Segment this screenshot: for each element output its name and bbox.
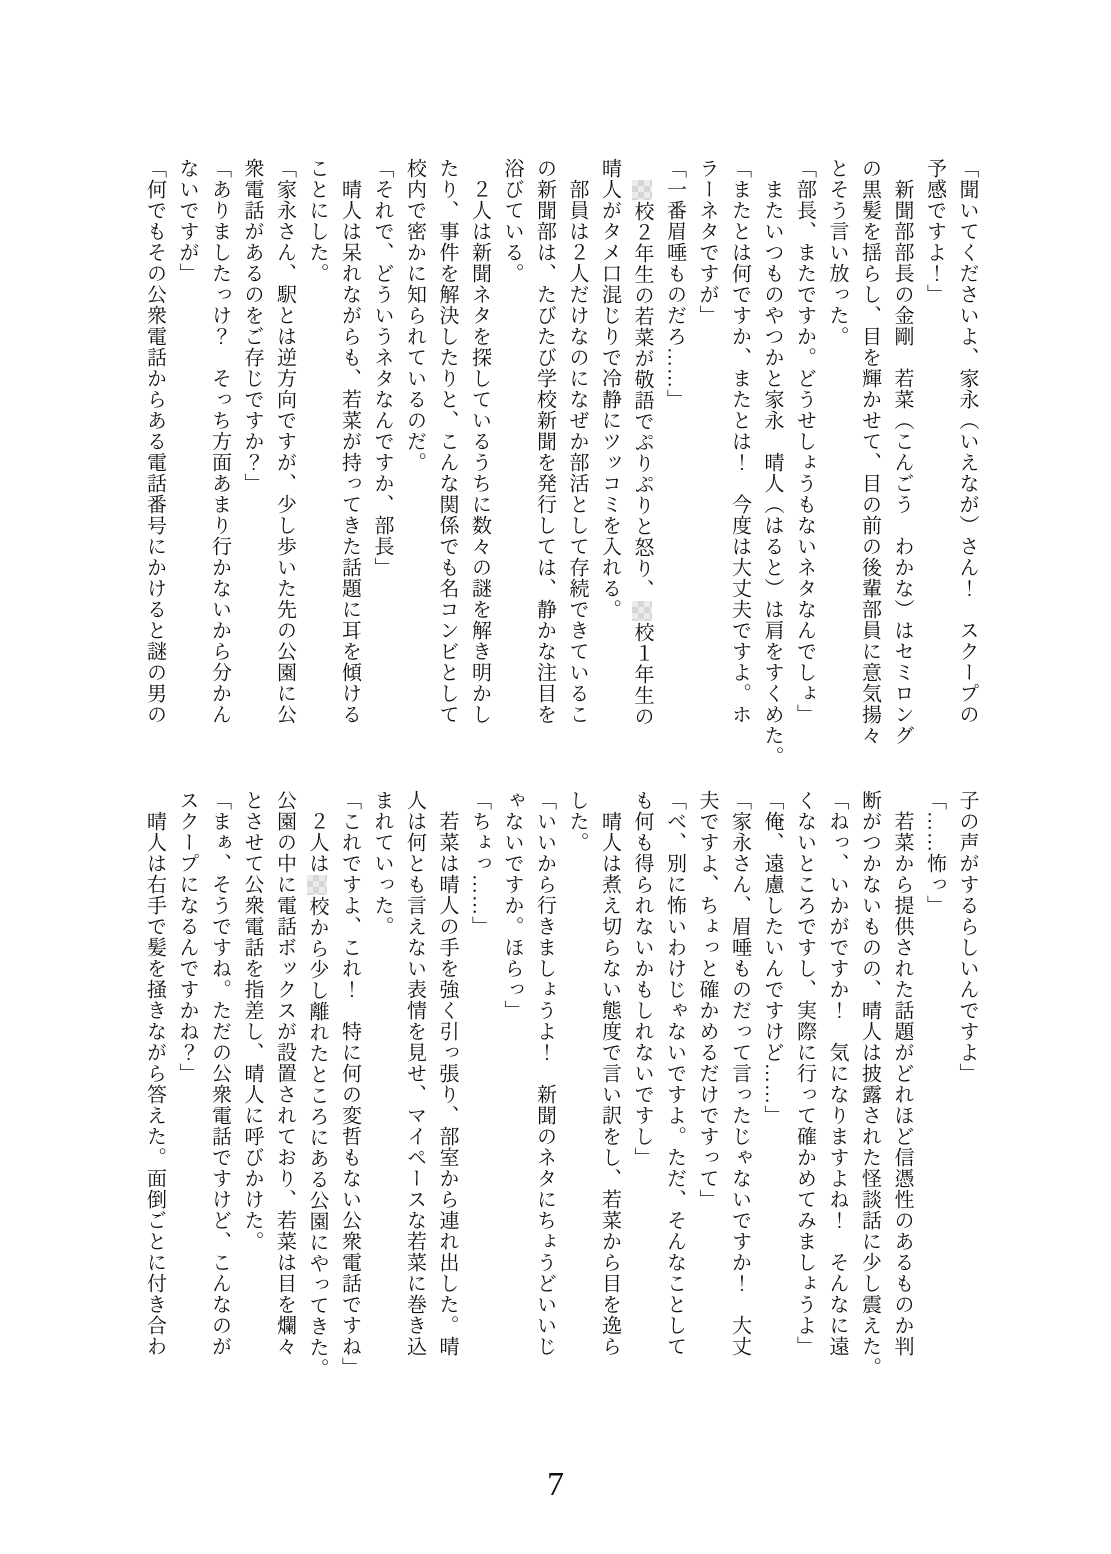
text-column: スクープになるんですかね？」 — [176, 790, 198, 1084]
text-block-top — [138, 158, 983, 770]
text-column: 「ねっ、いかがですか！ 気になりますよね！ そんなに遠 — [826, 790, 848, 1357]
text-column: 若菜は晴人の手を強く引っ張り、部室から連れ出した。晴 — [436, 790, 458, 1357]
text-column: 校内で密かに知られているのだ。 — [403, 158, 426, 473]
censored-mosaic — [632, 180, 652, 200]
text-column: 浴びている。 — [501, 158, 523, 284]
text-column: 「一番眉唾ものだろ……」 — [663, 158, 686, 410]
text-column: 「ありましたっけ？ そっち方面あまり行かないから分かん — [208, 158, 231, 725]
text-column: 子の声がするらしいんですよ」 — [956, 790, 978, 1084]
text-column: 人は何とも言えない表情を見せ、マイペースな若菜に巻き込 — [403, 790, 426, 1357]
text-column: 「それで、どういうネタなんですか、部長」 — [371, 158, 393, 578]
text-column: した。 — [566, 790, 588, 853]
text-column: 「何でもその公衆電話からある電話番号にかけると謎の男の — [143, 158, 166, 725]
text-column: 「部長、またですか。どうせしょうもないネタなんでしょ」 — [793, 158, 816, 725]
text-column: 晴人は煮え切らない態度で言い訳をし、若菜から目を逸ら — [598, 790, 621, 1357]
text-column: 「家永さん、眉唾ものだって言ったじゃないですか！ 大丈 — [728, 790, 751, 1357]
text-column: 晴人は右手で髪を掻きながら答えた。面倒ごとに付き合わ — [143, 790, 166, 1357]
text-column: 「俺、遠慮したいんですけど……」 — [761, 790, 783, 1126]
text-column: 部員は２人だけなのになぜか部活として存続できているこ — [566, 158, 588, 725]
text-column: 「べ、別に怖いわけじゃないですよ。ただ、そんなことして — [663, 790, 686, 1357]
text-column: 「いいから行きましょうよ！ 新聞のネタにちょうどいいじ — [533, 790, 556, 1357]
text-column: 断がつかないものの、晴人は披露された怪談話に少し震えた。 — [858, 790, 881, 1378]
text-column: ２人は校から少し離れたところにある公園にやってきた。 — [306, 790, 328, 1379]
censored-mosaic — [632, 601, 652, 621]
text-block-bottom — [138, 790, 983, 1402]
text-column: 「聞いてくださいよ、家永（いえなが）さん！ スクープの — [956, 158, 978, 725]
text-column: とそう言い放った。 — [826, 158, 848, 347]
text-column: 「またとは何ですか、またとは！ 今度は大丈夫ですよ。ホ — [728, 158, 751, 725]
text-column: も何も得られないかもしれないですし」 — [631, 790, 653, 1168]
text-column: くないところですし、実際に行って確かめてみましょうよ」 — [793, 790, 816, 1357]
text-column: ないですが」 — [176, 158, 198, 284]
text-column: ことにした。 — [306, 158, 328, 284]
text-column: とさせて公衆電話を指差し、晴人に呼びかけた。 — [241, 790, 263, 1252]
text-column: の黒髪を揺らし、目を輝かせて、目の前の後輩部員に意気揚々 — [858, 158, 881, 746]
text-column: 「ちょっ……」 — [468, 790, 491, 937]
text-column: ラーネタですが」 — [696, 158, 718, 326]
text-column: 「……怖っ」 — [923, 790, 946, 916]
text-column: 晴人は呆れながらも、若菜が持ってきた話題に耳を傾ける — [338, 158, 361, 725]
text-column: ２人は新聞ネタを探しているうちに数々の謎を解き明かし — [468, 158, 491, 725]
text-column: 校２年生の若菜が敬語でぷりぷりと怒り、校１年生の — [626, 158, 659, 770]
text-column: 公園の中に電話ボックスが設置されており、若菜は目を爛々 — [273, 790, 296, 1357]
text-column: 晴人がタメ口混じりで冷静にツッコミを入れる。 — [598, 158, 621, 620]
text-column: ゃないですか。ほらっ」 — [501, 790, 523, 1021]
text-column: の新聞部は、たびたび学校新聞を発行しては、静かな注目を — [533, 158, 556, 725]
text-column: まれていった。 — [371, 790, 393, 937]
text-column: 夫ですよ、ちょっと確かめるだけですって」 — [696, 790, 718, 1210]
text-column: 「家永さん、駅とは逆方向ですが、少し歩いた先の公園に公 — [273, 158, 296, 725]
text-column: たり、事件を解決したりと、こんな関係でも名コンビとして — [436, 158, 458, 725]
text-column: 新聞部部長の金剛 若菜（こんごう わかな）はセミロング — [891, 158, 913, 746]
censored-mosaic — [307, 875, 327, 895]
text-column: 「まぁ、そうですね。ただの公衆電話ですけど、こんなのが — [208, 790, 231, 1357]
text-column: 衆電話があるのをご存じですか？」 — [241, 158, 263, 494]
text-column: 予感ですよ！」 — [923, 158, 946, 305]
text-column: 「これですよ、これ！ 特に何の変哲もない公衆電話ですね」 — [338, 790, 361, 1378]
text-column: またいつものやつかと家永 晴人（はると）は肩をすくめた。 — [761, 158, 783, 767]
page-number: 7 — [547, 1466, 564, 1503]
text-column: 若菜から提供された話題がどれほど信憑性のあるものか判 — [891, 790, 913, 1357]
